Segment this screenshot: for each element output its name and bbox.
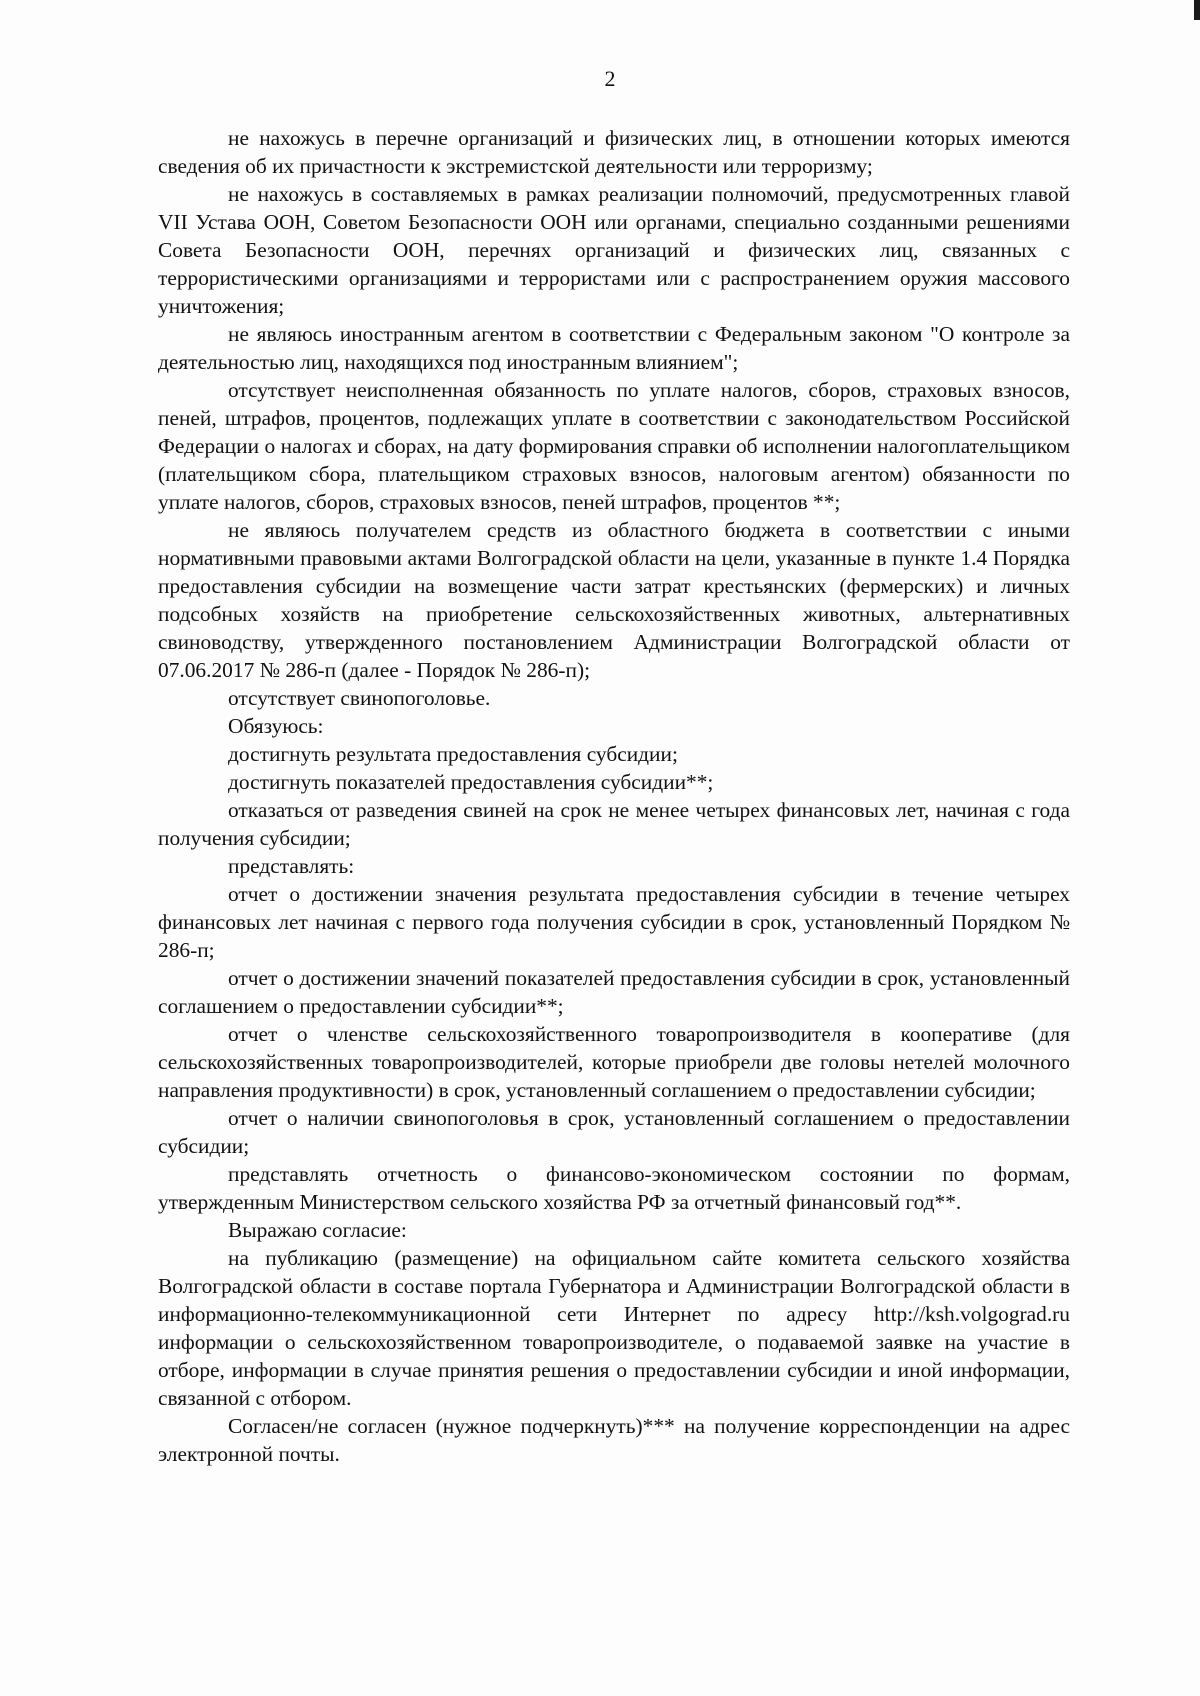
scan-edge-mark [1194, 0, 1200, 20]
paragraph-report-pig-stock: отчет о наличии свинопоголовья в срок, установленный соглашением о предоставлении субсидии; [158, 1106, 1070, 1158]
paragraph-refuse-pig-breeding: отказаться от разведения свиней на срок не менее четырех финансовых лет, начиная с года получения субсидии; [158, 798, 1070, 850]
paragraph-un-lists: не нахожусь в составляемых в рамках реализации полномочий, предусмотренных главой VII Устава ООН, Советом Безопасности ООН или органами, специально созданными решениями Совета Безопасности ООН, перечнях организаций и физических лиц, связанных с террористическими организациями и террористами или с распространением оружия массового уничтожения; [158, 182, 1070, 318]
paragraph-achieve-indicators: достигнуть показателей предоставления субсидии**; [228, 770, 714, 794]
paragraph-tax-debt: отсутствует неисполненная обязанность по уплате налогов, сборов, страховых взносов, пеней, штрафов, процентов, подлежащих уплате в соответствии с законодательством Российской Федерации о налогах и сборах, на дату формирования справки об исполнении налогоплательщиком (плательщиком сбора, плательщиком страховых взносов, налоговым агентом) обязанности по уплате налогов, сборов, страховых взносов, пеней штрафов, процентов **; [158, 378, 1070, 514]
paragraph-obligations-heading: Обязуюсь: [228, 714, 324, 738]
paragraph-financial-reporting: представлять отчетность о финансово-экономическом состоянии по формам, утвержденным Министерством сельского хозяйства РФ за отчетный финансовый год**. [158, 1162, 1070, 1214]
paragraph-email-consent: Согласен/не согласен (нужное подчеркнуть)*** на получение корреспонденции на адрес электронной почты. [158, 1414, 1070, 1466]
page-number: 2 [604, 66, 616, 91]
paragraph-foreign-agent: не являюсь иностранным агентом в соответствии с Федеральным законом "О контроле за деятельностью лиц, находящихся под иностранным влиянием"; [158, 322, 1070, 374]
paragraph-achieve-result: достигнуть результата предоставления субсидии; [228, 742, 678, 766]
paragraph-no-pigs: отсутствует свинопоголовье. [228, 686, 491, 710]
paragraph-report-indicators: отчет о достижении значений показателей предоставления субсидии в срок, установленный соглашением о предоставлении субсидии**; [158, 966, 1070, 1018]
paragraph-report-cooperative: отчет о членстве сельскохозяйственного товаропроизводителя в кооперативе (для сельскохозяйственных товаропроизводителей, которые приобрели две головы нетелей молочного направления продуктивности) в срок, установленный соглашением о предоставлении субсидии; [158, 1022, 1070, 1102]
paragraph-submit-heading: представлять: [228, 854, 355, 878]
paragraph-extremism: не нахожусь в перечне организаций и физических лиц, в отношении которых имеются сведения об их причастности к экстремистской деятельности или терроризму; [158, 126, 1070, 178]
paragraph-publication-consent: на публикацию (размещение) на официальном сайте комитета сельского хозяйства Волгоградской области в составе портала Губернатора и Администрации Волгоградской области в информационно-телекоммуникационной сети Интернет по адресу http://ksh.volgograd.ru информации о сельскохозяйственном товаропроизводителе, о подаваемой заявке на участие в отборе, информации в случае принятия решения о предоставлении субсидии и иной информации, связанной с отбором. [158, 1246, 1070, 1410]
paragraph-report-result: отчет о достижении значения результата предоставления субсидии в течение четырех финансовых лет начиная с первого года получения субсидии в срок, установленный Порядком № 286-п; [158, 882, 1070, 962]
paragraph-budget-recipient: не являюсь получателем средств из областного бюджета в соответствии с иными нормативными правовыми актами Волгоградской области на цели, указанные в пункте 1.4 Порядка предоставления субсидии на возмещение части затрат крестьянских (фермерских) и личных подсобных хозяйств на приобретение сельскохозяйственных животных, альтернативных свиноводству, утвержденного постановлением Администрации Волгоградской области от 07.06.2017 № 286-п (далее - Порядок № 286-п); [158, 518, 1070, 682]
document-body [158, 124, 1070, 1468]
paragraph-consent-heading: Выражаю согласие: [228, 1218, 407, 1242]
